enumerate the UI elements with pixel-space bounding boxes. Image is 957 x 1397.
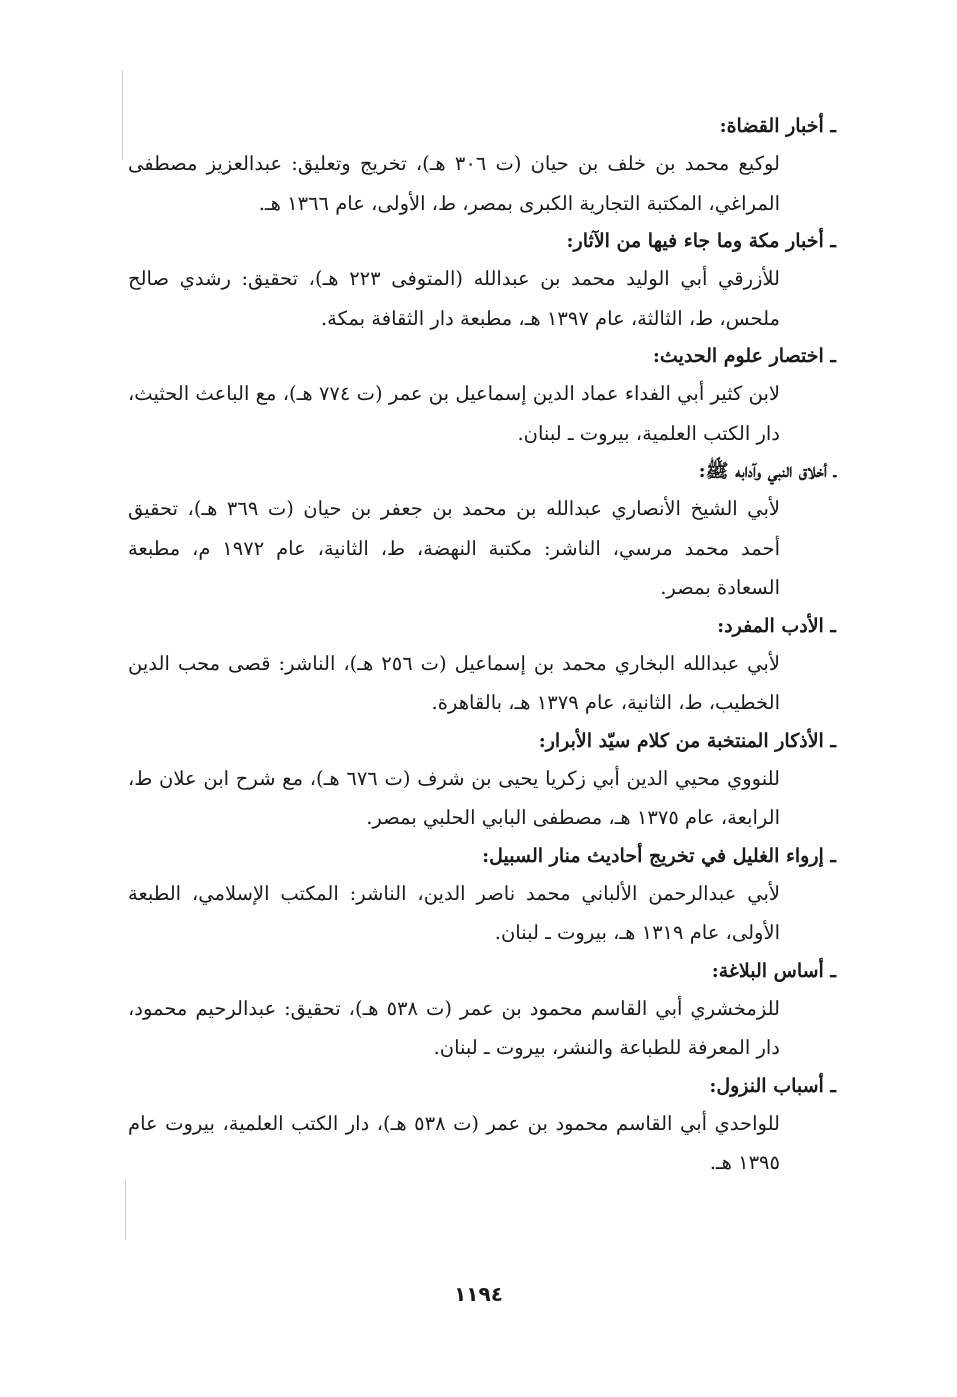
page-number: ١١٩٤ — [454, 1282, 503, 1306]
bibliography-entry — [128, 223, 836, 338]
entry-body: لابن كثير أبي الفداء عماد الدين إسماعيل بن عمر (ت ٧٧٤ هـ)، مع الباعث الحثيث، دار الكتب العلمية، بيروت ـ لبنان. — [128, 382, 780, 445]
entry-title: ـ أساس البلاغة: — [711, 959, 836, 982]
entry-title: ـ أخبار القضاة: — [719, 115, 836, 137]
entry-title: ـ اختصار علوم الحديث: — [652, 345, 836, 367]
entry-body: للأزرقي أبي الوليد محمد بن عبدالله (المتوفى ٢٢٣ هـ)، تحقيق: رشدي صالح ملحس، ط، الثالثة، عام ١٣٩٧ هـ، مطبعة دار الثقافة بمكة. — [128, 267, 780, 330]
bibliography-entry — [128, 1068, 836, 1183]
entry-title: ـ إرواء الغليل في تخريج أحاديث منار السبيل: — [482, 844, 836, 867]
entry-title: ـ الأدب المفرد: — [717, 614, 836, 637]
entry-body: للواحدي أبي القاسم محمود بن عمر (ت ٥٣٨ هـ)، دار الكتب العلمية، بيروت عام ١٣٩٥ هـ. — [128, 1111, 781, 1174]
entry-body: لأبي الشيخ الأنصاري عبدالله بن محمد بن جعفر بن حيان (ت ٣٦٩ هـ)، تحقيق أحمد محمد مرسي، الناشر: مكتبة النهضة، ط، الثانية، عام ١٩٧٢ م، مطبعة السعادة بمصر. — [128, 497, 780, 599]
bibliography-entry — [128, 608, 836, 723]
bibliography-entry — [128, 723, 836, 838]
bibliography-entry — [128, 453, 836, 608]
scan-edge-mark — [125, 1180, 126, 1240]
bibliography-entry — [128, 953, 836, 1068]
bibliography-entry — [128, 838, 836, 953]
entry-body: لوكيع محمد بن خلف بن حيان (ت ٣٠٦ هـ)، تخريج وتعليق: عبدالعزيز مصطفى المراغي، المكتبة التجارية الكبرى بمصر، ط، الأولى، عام ١٣٦٦ هـ. — [128, 152, 780, 215]
bibliography-entry — [128, 338, 836, 453]
entry-title: ـ الأذكار المنتخبة من كلام سيّد الأبرار: — [538, 729, 836, 752]
entry-body: للزمخشري أبي القاسم محمود بن عمر (ت ٥٣٨ هـ)، تحقيق: عبدالرحيم محمود، دار المعرفة للطباعة والنشر، بيروت ـ لبنان. — [128, 996, 780, 1059]
bibliography-entry — [128, 108, 836, 223]
scan-edge-mark — [122, 70, 123, 160]
entry-title: ـ أخلاق النبي وآدابه ﷺ: — [698, 460, 836, 482]
bibliography-page — [128, 108, 836, 1183]
entry-body: لأبي عبدالله البخاري محمد بن إسماعيل (ت ٢٥٦ هـ)، الناشر: قصى محب الدين الخطيب، ط، الثانية، عام ١٣٧٩ هـ، بالقاهرة. — [128, 651, 780, 714]
entry-title: ـ أخبار مكة وما جاء فيها من الآثار: — [566, 230, 836, 252]
entry-body: لأبي عبدالرحمن الألباني محمد ناصر الدين، الناشر: المكتب الإسلامي، الطبعة الأولى، عام ١٣١٩ هـ، بيروت ـ لبنان. — [128, 881, 780, 944]
entry-title: ـ أسباب النزول: — [709, 1074, 836, 1097]
entry-body: للنووي محيي الدين أبي زكريا يحيى بن شرف (ت ٦٧٦ هـ)، مع شرح ابن علان ط، الرابعة، عام ١٣٧٥ هـ، مصطفى البابي الحلبي بمصر. — [128, 766, 780, 829]
